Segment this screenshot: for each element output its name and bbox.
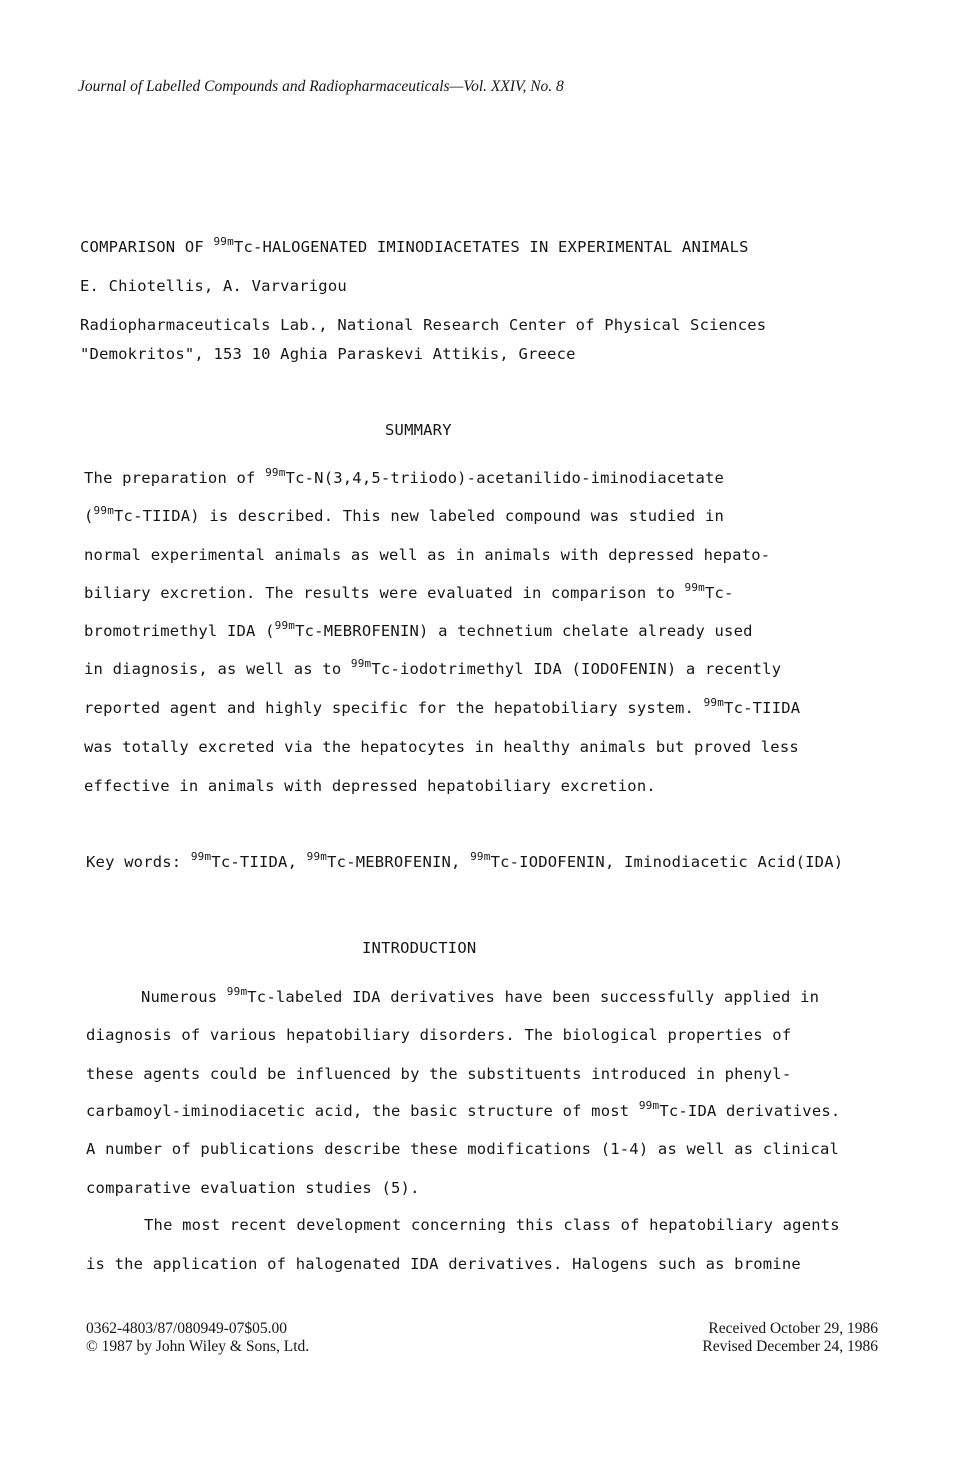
intro-line: is the application of halogenated IDA derivatives. Halogens such as bromine xyxy=(86,1255,801,1273)
summary-line: The preparation of $^{99m}$Tc-N(3,4,5-triiodo)-acetanilido-iminodiacetate xyxy=(84,466,725,487)
summary-heading: SUMMARY xyxy=(385,421,452,439)
received-date: Received October 29, 1986 xyxy=(708,1320,878,1337)
intro-line: The most recent development concerning this class of hepatobiliary agents xyxy=(144,1216,840,1234)
summary-line: bromotrimethyl IDA ($^{99m}$Tc-MEBROFENIN) a technetium chelate already used xyxy=(84,619,753,640)
summary-line: normal experimental animals as well as in animals with depressed hepato- xyxy=(84,546,771,564)
summary-line: reported agent and highly specific for the hepatobiliary system. $^{99m}$Tc-TIIDA xyxy=(84,696,801,717)
summary-line: ($^{99m}$Tc-TIIDA) is described. This new labeled compound was studied in xyxy=(84,504,725,525)
intro-line: diagnosis of various hepatobiliary disorders. The biological properties of xyxy=(86,1026,792,1044)
affiliation-line-1: Radiopharmaceuticals Lab., National Research Center of Physical Sciences xyxy=(80,316,767,334)
affiliation-line-2: "Demokritos", 153 10 Aghia Paraskevi Attikis, Greece xyxy=(80,345,576,363)
intro-line: carbamoyl-iminodiacetic acid, the basic structure of most $^{99m}$Tc-IDA derivatives. xyxy=(86,1099,841,1120)
revised-date: Revised December 24, 1986 xyxy=(702,1338,878,1355)
summary-line: in diagnosis, as well as to $^{99m}$Tc-iodotrimethyl IDA (IODOFENIN) a recently xyxy=(84,657,782,678)
isotope-superscript: 99m xyxy=(213,235,234,248)
footer-left xyxy=(86,1320,309,1356)
authors: E. Chiotellis, A. Varvarigou xyxy=(80,277,347,295)
paper-title: COMPARISON OF $^{99m}$Tc-HALOGENATED IMINODIACETATES IN EXPERIMENTAL ANIMALS xyxy=(80,235,749,256)
intro-line: A number of publications describe these modifications (1-4) as well as clinical xyxy=(86,1140,840,1158)
summary-line: was totally excreted via the hepatocytes in healthy animals but proved less xyxy=(84,738,799,756)
introduction-heading: INTRODUCTION xyxy=(362,939,477,957)
footer-right xyxy=(702,1320,878,1356)
intro-line: Numerous $^{99m}$Tc-labeled IDA derivatives have been successfully applied in xyxy=(141,985,820,1006)
keywords: Key words: $^{99m}$Tc-TIIDA, $^{99m}$Tc-MEBROFENIN, $^{99m}$Tc-IODOFENIN, Iminodiacetic Acid(IDA) xyxy=(86,850,844,871)
article-code: 0362-4803/87/080949-07$05.00 xyxy=(86,1320,288,1337)
summary-line: biliary excretion. The results were evaluated in comparison to $^{99m}$Tc- xyxy=(84,581,734,602)
summary-line: effective in animals with depressed hepatobiliary excretion. xyxy=(84,777,656,795)
intro-line: comparative evaluation studies (5). xyxy=(86,1179,420,1197)
copyright: © 1987 by John Wiley & Sons, Ltd. xyxy=(86,1338,310,1355)
journal-header: Journal of Labelled Compounds and Radiopharmaceuticals—Vol. XXIV, No. 8 xyxy=(78,78,564,95)
intro-line: these agents could be influenced by the substituents introduced in phenyl- xyxy=(86,1065,792,1083)
